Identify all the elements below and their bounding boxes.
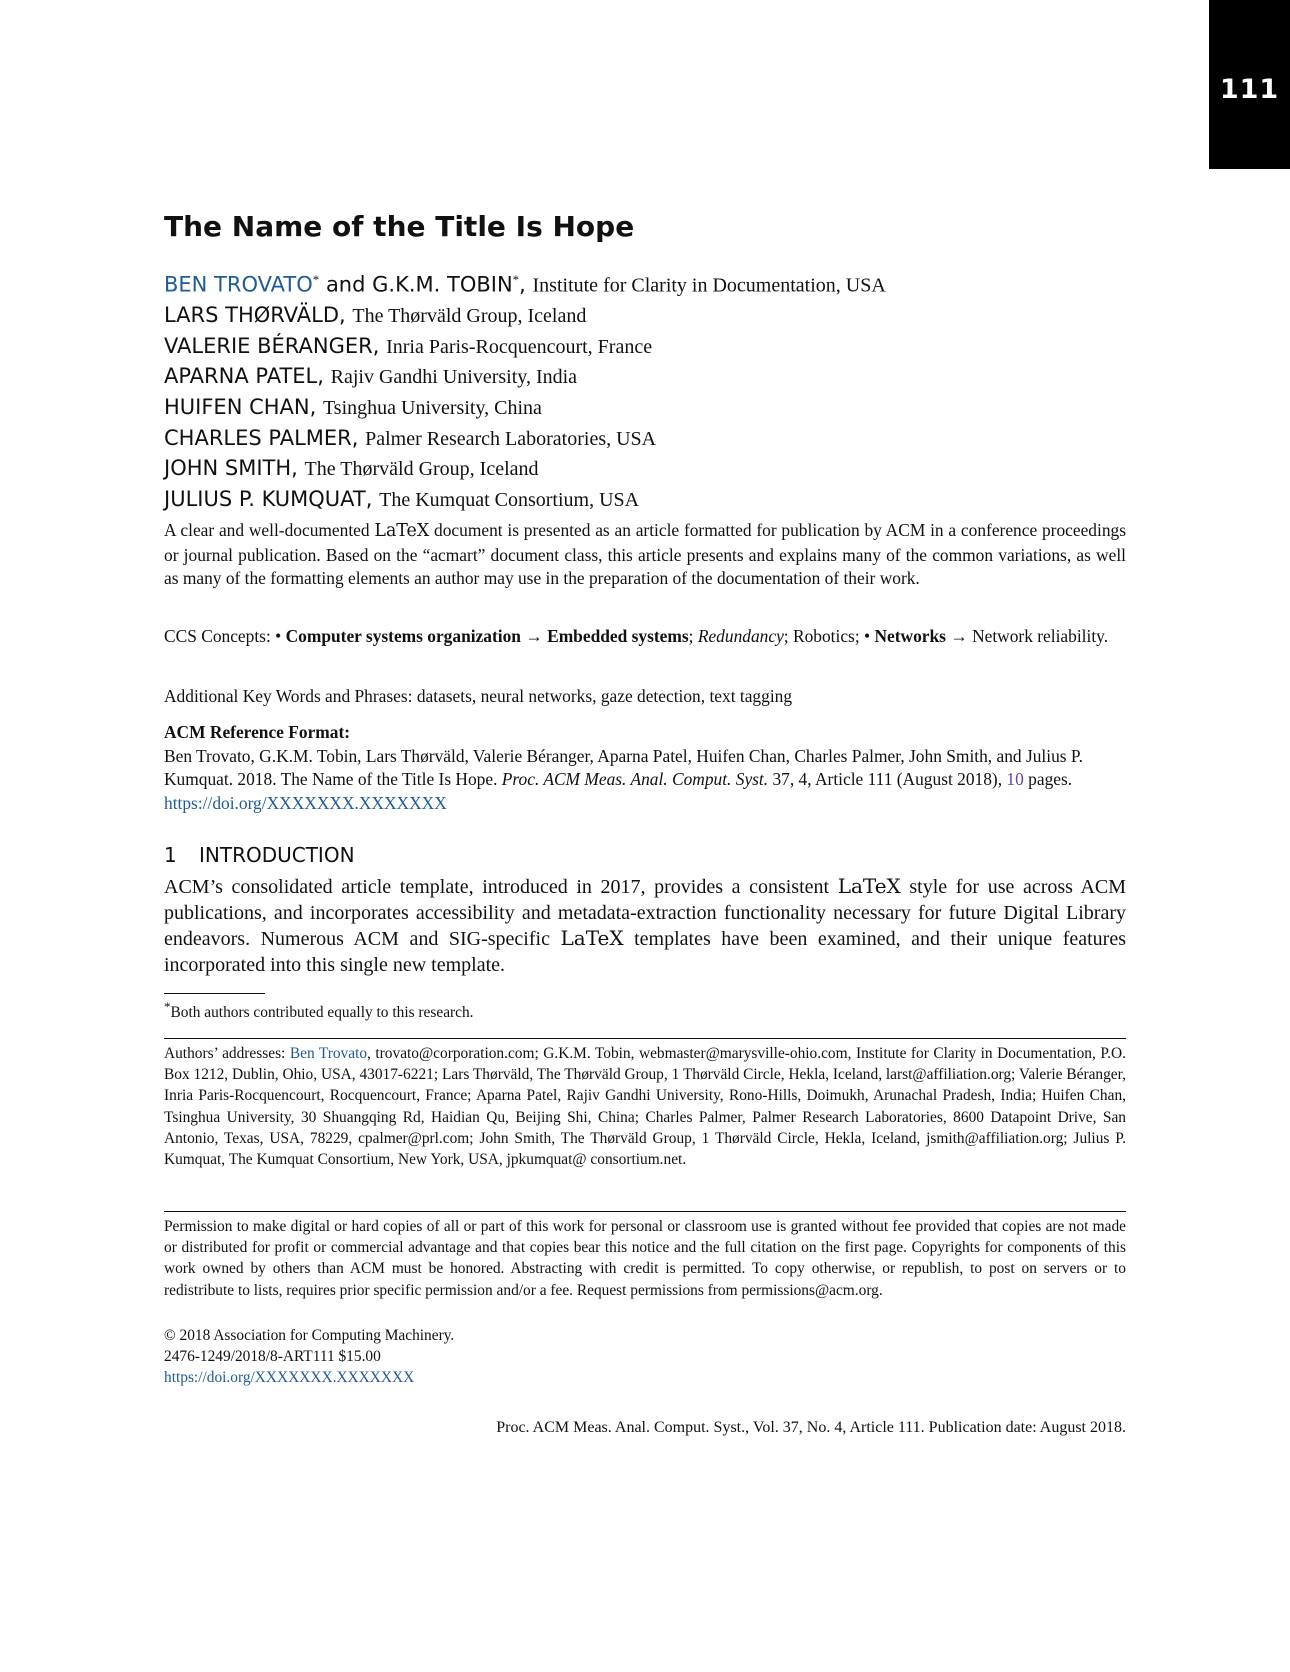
author-separator: , (365, 486, 380, 511)
latex-logo: LaTeX (374, 521, 430, 541)
section-heading (164, 843, 1126, 867)
author-line (164, 332, 1126, 363)
intro-paragraph (164, 874, 1126, 978)
reference-heading: ACM Reference Format: (164, 722, 351, 742)
author-name: VALERIE BÉRANGER (164, 333, 373, 358)
doi-link[interactable]: https://doi.org/XXXXXXX.XXXXXXX (164, 1369, 415, 1387)
ccs-concept-1b: Embedded systems (547, 626, 689, 646)
abstract (164, 519, 1126, 591)
address-rule (164, 1038, 1126, 1039)
intro-text-1: ACM’s consolidated article template, introduced in 2017, provides a consistent (164, 876, 838, 898)
intro-text-2: style for use across ACM publications, and incorporates accessibility and metadata-extraction functionality necessary for future Digital Library endeavors. Numerous ACM and SIG-specific (164, 876, 1127, 951)
author-name: HUIFEN CHAN (164, 395, 310, 420)
intro-text-3: templates have been examined, and their unique features incorporated into this single new template. (164, 928, 1126, 976)
author-line (164, 393, 1126, 424)
reference-doi-link[interactable]: https://doi.org/XXXXXXX.XXXXXXX (164, 792, 447, 813)
footnote-mark: * (164, 999, 171, 1014)
author-affiliation: Rajiv Gandhi University, India (330, 366, 578, 389)
ccs-concept-4: Networks (874, 626, 946, 646)
footnote-text: Both authors contributed equally to this research. (170, 1004, 474, 1022)
keywords: Additional Key Words and Phrases: datasets, neural networks, gaze detection, text tagging (164, 686, 793, 706)
first-author-link[interactable]: Ben Trovato (289, 1045, 368, 1062)
author-footnote-mark: * (312, 272, 320, 287)
author-affiliation: The Thørväld Group, Iceland (304, 458, 539, 481)
author-separator: , (317, 364, 331, 389)
footnote-rule (164, 993, 265, 994)
page-footer: Proc. ACM Meas. Anal. Comput. Syst., Vol. 37, No. 4, Article 111. Publication date: August 2018. (496, 1419, 1126, 1436)
reference-pages-link[interactable]: 10 (1006, 769, 1024, 790)
issn-line: 2476-1249/2018/8-ART111 $15.00 (164, 1348, 381, 1366)
author-line (164, 265, 1126, 301)
author-line (164, 485, 1126, 516)
ccs-concept-3: Robotics (792, 626, 855, 646)
article-number-tab: 111 (1209, 0, 1290, 169)
author-affiliation: The Kumquat Consortium, USA (379, 488, 640, 511)
author-name: LARS THØRVÄLD (164, 303, 339, 328)
author-line (164, 301, 1126, 332)
copyright-line: © 2018 Association for Computing Machinery. (164, 1327, 455, 1344)
author-separator: , (519, 272, 533, 297)
reference-journal: Proc. ACM Meas. Anal. Comput. Syst. (501, 769, 769, 790)
ccs-bullet: • (275, 626, 282, 646)
reference-details: 37, 4, Article 111 (August 2018), (768, 769, 1007, 790)
ccs-arrow-2: → (950, 626, 968, 646)
author-name: APARNA PATEL (164, 364, 318, 389)
author-line (164, 454, 1126, 485)
ccs-concept-4b: Network reliability. (972, 626, 1109, 646)
author-affiliation: The Thørväld Group, Iceland (352, 305, 587, 328)
ccs-concept-1: Computer systems organization (285, 626, 521, 646)
abstract-text-end: document is presented as an article formatted for publication by ACM in a conference proceedings or journal publication. Based on the “acmart” document class, this article presents and explains many of the common variations, as well as many of the formatting elements an author may use in the preparation of the documentation of their work. (164, 520, 1126, 589)
permission-notice: Permission to make digital or hard copies of all or part of this work for personal or classroom use is granted without fee provided that copies are not made or distributed for profit or commercial advantage and that copies bear this notice and the full citation on the first page. Copyrights for components of this work owned by others than ACM must be honored. Abstracting with credit is permitted. To copy otherwise, or republish, to post on servers or to redistribute to lists, requires prior specific permission and/or a fee. Request permissions from permissions@acm.org. (164, 1218, 1126, 1299)
author-affiliation: Institute for Clarity in Documentation, USA (532, 274, 886, 297)
author-list (164, 265, 1126, 515)
author-name: G.K.M. TOBIN (372, 272, 513, 297)
author-affiliation: Palmer Research Laboratories, USA (365, 427, 657, 450)
copyright-block (164, 1325, 1126, 1389)
author-separator: , (351, 425, 366, 450)
footnote (164, 999, 1126, 1022)
ccs-bullet-2: • (864, 626, 871, 646)
author-name: JOHN SMITH (164, 456, 292, 481)
paper-title: The Name of the Title Is Hope (164, 210, 635, 243)
author-separator: , (291, 456, 305, 481)
author-footnote-mark: * (512, 272, 520, 287)
addresses-text: , trovato@corporation.com; G.K.M. Tobin, webmaster@marysville-ohio.com, Institute for Clarity in Documentation, P.O. Box 1212, Dublin, Ohio, USA, 43017-6221; Lars Thørväld, The Thørväld Group, 1 Thørväld Circle, Hekla, Iceland, larst@affiliation.org; Valerie Béranger, Inria Paris-Rocquencourt, Rocquencourt, France; Aparna Patel, Rajiv Gandhi University, Rono-Hills, Doimukh, Arunachal Pradesh, India; Huifen Chan, Tsinghua University, 30 Shuangqing Rd, Haidian Qu, Beijing Shi, China; Charles Palmer, Palmer Research Laboratories, 8600 Datapoint Drive, San Antonio, Texas, USA, 78229, cpalmer@prl.com; John Smith, The Thørväld Group, 1 Thørväld Circle, Hekla, Iceland, jsmith@affiliation.org; Julius P. Kumquat, The Kumquat Consortium, New York, USA, jpkumquat@ consortium.net. (164, 1045, 1126, 1169)
ccs-label: CCS Concepts: (164, 626, 276, 646)
author-separator: , (339, 303, 353, 328)
ccs-arrow: → (525, 626, 543, 646)
author-name: JULIUS P. KUMQUAT (164, 486, 366, 511)
ccs-concept-2: Redundancy (697, 626, 784, 646)
addresses-label: Authors’ addresses: (164, 1045, 290, 1062)
section-number: 1 (164, 843, 177, 867)
reference-format (164, 721, 1126, 815)
permission-rule (164, 1211, 1126, 1212)
author-affiliation: Inria Paris-Rocquencourt, France (386, 335, 653, 358)
author-line (164, 424, 1126, 455)
latex-logo: LaTeX (837, 874, 901, 898)
section-title: INTRODUCTION (199, 843, 355, 867)
reference-text: Ben Trovato, G.K.M. Tobin, Lars Thørväld, Valerie Béranger, Aparna Patel, Huifen Chan, Charles Palmer, John Smith, and Julius P. Kumquat. 2018. The Name of the Title Is Hope. (164, 745, 1083, 790)
author-name: CHARLES PALMER (164, 425, 352, 450)
author-affiliation: Tsinghua University, China (322, 397, 542, 420)
ccs-concepts: CCS Concepts: • Computer systems organization → Embedded systems; Redundancy; Robotics; • Networks → Network reliability. (164, 626, 1109, 646)
author-separator: , (309, 395, 323, 420)
author-conjunction: and (319, 272, 373, 297)
reference-pages-word: pages. (1023, 769, 1073, 790)
author-name[interactable]: BEN TROVATO (164, 272, 313, 297)
author-addresses (164, 1043, 1126, 1170)
author-line (164, 362, 1126, 393)
latex-logo: LaTeX (560, 926, 624, 951)
abstract-text-start: A clear and well-documented (164, 520, 375, 540)
author-separator: , (372, 333, 387, 358)
